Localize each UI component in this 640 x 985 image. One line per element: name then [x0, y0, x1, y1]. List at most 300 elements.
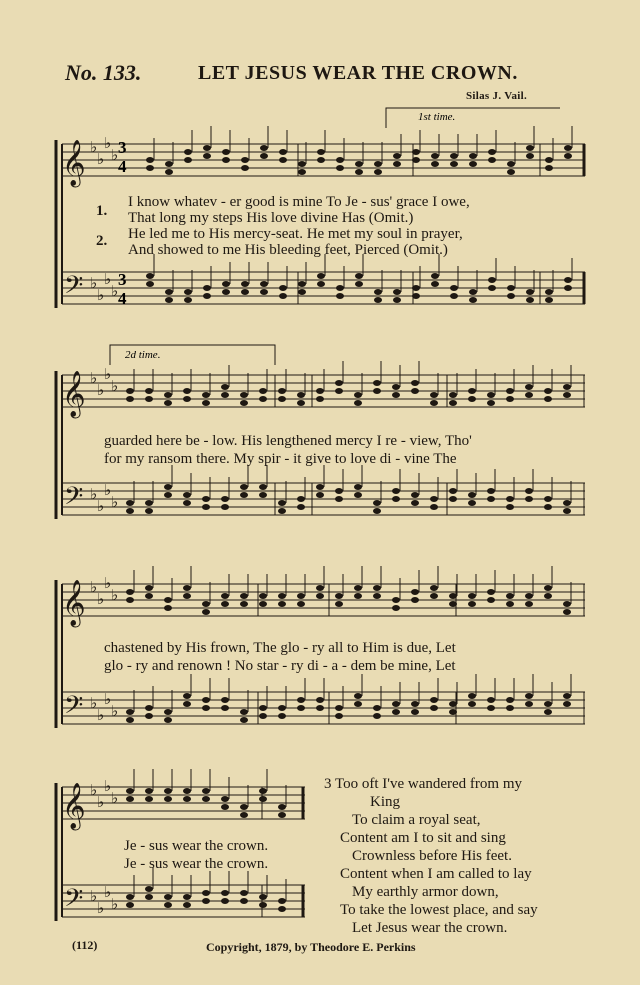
note-head — [278, 713, 286, 719]
note-head — [126, 788, 134, 794]
note-head — [373, 500, 381, 506]
note-head — [468, 701, 476, 707]
note-head — [468, 693, 476, 699]
note-head — [221, 601, 229, 607]
note-head — [392, 496, 400, 502]
note-head — [468, 396, 476, 402]
stanza3-line1: 3 Too oft I've wandered from my — [324, 776, 522, 792]
note-head — [203, 285, 211, 291]
note-head — [544, 388, 552, 394]
note-head — [221, 392, 229, 398]
flat-sign: ♭ — [90, 487, 98, 503]
lyric-s2-line2: for my ransom there. My spir - it give to love di - vine The — [104, 451, 457, 467]
note-head — [297, 496, 305, 502]
note-head — [183, 693, 191, 699]
note-head — [126, 597, 134, 603]
flat-sign: ♭ — [104, 779, 112, 795]
note-head — [430, 705, 438, 711]
note-head — [297, 601, 305, 607]
note-head — [126, 709, 134, 715]
time-sig-bottom-bass: 4 — [118, 289, 127, 308]
note-head — [412, 285, 420, 291]
note-head — [487, 589, 495, 595]
flat-sign: ♭ — [90, 889, 98, 905]
note-head — [563, 693, 571, 699]
note-head — [449, 709, 457, 715]
bass-clef: 𝄢 — [64, 483, 84, 516]
note-head — [335, 496, 343, 502]
note-head — [240, 392, 248, 398]
note-head — [354, 593, 362, 599]
note-head — [184, 149, 192, 155]
flat-sign: ♭ — [104, 692, 112, 708]
note-head — [278, 508, 286, 514]
note-head — [241, 281, 249, 287]
note-head — [449, 488, 457, 494]
flat-sign: ♭ — [97, 795, 105, 811]
note-head — [525, 593, 533, 599]
note-head — [259, 601, 267, 607]
note-head — [145, 886, 153, 892]
note-head — [449, 400, 457, 406]
note-head — [487, 597, 495, 603]
note-head — [202, 898, 210, 904]
note-head — [487, 705, 495, 711]
treble-clef: 𝄞 — [62, 783, 86, 828]
note-head — [545, 165, 553, 171]
flat-sign: ♭ — [97, 383, 105, 399]
note-head — [203, 145, 211, 151]
note-head — [240, 484, 248, 490]
note-head — [145, 796, 153, 802]
flat-sign: ♭ — [90, 783, 98, 799]
note-head — [525, 496, 533, 502]
flat-sign: ♭ — [97, 592, 105, 608]
note-head — [183, 585, 191, 591]
note-head — [506, 697, 514, 703]
note-head — [373, 585, 381, 591]
note-head — [165, 297, 173, 303]
stanza3-line3: To claim a royal seat, — [352, 812, 481, 828]
note-head — [487, 697, 495, 703]
note-head — [468, 388, 476, 394]
note-head — [221, 496, 229, 502]
note-head — [431, 281, 439, 287]
note-head — [202, 796, 210, 802]
note-head — [392, 605, 400, 611]
note-head — [221, 697, 229, 703]
note-head — [507, 285, 515, 291]
note-head — [164, 597, 172, 603]
flat-sign: ♭ — [90, 140, 98, 156]
note-head — [184, 297, 192, 303]
note-head — [278, 804, 286, 810]
note-head — [354, 392, 362, 398]
note-head — [203, 293, 211, 299]
note-head — [526, 297, 534, 303]
note-head — [259, 713, 267, 719]
note-head — [335, 601, 343, 607]
note-head — [335, 705, 343, 711]
note-head — [373, 713, 381, 719]
note-head — [316, 593, 324, 599]
stanza3-line6: Content when I am called to lay — [340, 866, 532, 882]
note-head — [297, 392, 305, 398]
note-head — [316, 705, 324, 711]
note-head — [241, 289, 249, 295]
note-head — [164, 400, 172, 406]
lyric-s1-line1: I know whatev - er good is mine To Je - sus' grace I owe, — [128, 194, 470, 210]
flat-sign: ♭ — [111, 148, 119, 164]
note-head — [544, 504, 552, 510]
note-head — [544, 701, 552, 707]
time-sig-bottom-treble: 4 — [118, 157, 127, 176]
note-head — [183, 593, 191, 599]
note-head — [506, 601, 514, 607]
note-head — [221, 890, 229, 896]
lyric-s3-line2: glo - ry and renown ! No star - ry di - a - dem be mine, Let — [104, 658, 456, 674]
note-head — [411, 492, 419, 498]
note-head — [221, 384, 229, 390]
note-head — [221, 804, 229, 810]
note-head — [221, 593, 229, 599]
note-head — [164, 709, 172, 715]
note-head — [449, 701, 457, 707]
note-head — [373, 388, 381, 394]
note-head — [563, 384, 571, 390]
note-head — [316, 484, 324, 490]
note-head — [545, 289, 553, 295]
note-head — [164, 902, 172, 908]
note-head — [412, 149, 420, 155]
note-head — [431, 273, 439, 279]
note-head — [354, 701, 362, 707]
note-head — [260, 289, 268, 295]
note-head — [145, 788, 153, 794]
flat-sign: ♭ — [90, 276, 98, 292]
note-head — [487, 488, 495, 494]
note-head — [336, 285, 344, 291]
note-head — [563, 392, 571, 398]
lyric-s1-line2: That long my steps His love divine Has (Omit.) — [128, 210, 414, 226]
note-head — [430, 593, 438, 599]
note-head — [430, 697, 438, 703]
flat-sign: ♭ — [90, 696, 98, 712]
bass-clef: 𝄢 — [64, 692, 84, 725]
note-head — [297, 504, 305, 510]
note-head — [487, 392, 495, 398]
note-head — [183, 894, 191, 900]
verse-number-2: 2. — [96, 233, 108, 249]
note-head — [202, 601, 210, 607]
note-head — [507, 169, 515, 175]
note-head — [221, 504, 229, 510]
note-head — [544, 593, 552, 599]
flat-sign: ♭ — [111, 379, 119, 395]
flat-sign: ♭ — [97, 499, 105, 515]
note-head — [354, 484, 362, 490]
page-number: (112) — [72, 938, 98, 952]
note-head — [278, 898, 286, 904]
note-head — [221, 796, 229, 802]
note-head — [202, 788, 210, 794]
note-head — [488, 149, 496, 155]
note-head — [564, 285, 572, 291]
bass-clef: 𝄢 — [64, 272, 84, 305]
flat-sign: ♭ — [111, 704, 119, 720]
note-head — [449, 601, 457, 607]
note-head — [164, 717, 172, 723]
note-head — [145, 508, 153, 514]
note-head — [526, 289, 534, 295]
note-head — [222, 281, 230, 287]
note-head — [126, 589, 134, 595]
note-head — [146, 281, 154, 287]
lyric-s4-line2: Je - sus wear the crown. — [124, 856, 269, 872]
note-head — [393, 153, 401, 159]
note-head — [336, 157, 344, 163]
note-head — [374, 169, 382, 175]
note-head — [469, 153, 477, 159]
flat-sign: ♭ — [104, 367, 112, 383]
note-head — [202, 705, 210, 711]
second-ending-label: 2d time. — [125, 349, 161, 361]
note-head — [164, 392, 172, 398]
note-head — [411, 709, 419, 715]
note-head — [468, 601, 476, 607]
note-head — [126, 796, 134, 802]
note-head — [240, 898, 248, 904]
note-head — [202, 400, 210, 406]
note-head — [430, 585, 438, 591]
note-head — [146, 157, 154, 163]
note-head — [279, 157, 287, 163]
lyric-s2-line1: guarded here be - low. His lengthened mercy I re - view, Tho' — [104, 433, 472, 449]
note-head — [298, 169, 306, 175]
note-head — [563, 701, 571, 707]
stanza3-line7: My earthly armor down, — [352, 884, 499, 900]
note-head — [240, 492, 248, 498]
note-head — [354, 400, 362, 406]
note-head — [298, 281, 306, 287]
flat-sign: ♭ — [111, 791, 119, 807]
note-head — [411, 380, 419, 386]
note-head — [506, 396, 514, 402]
note-head — [488, 157, 496, 163]
note-head — [392, 709, 400, 715]
note-head — [164, 788, 172, 794]
note-head — [430, 496, 438, 502]
note-head — [392, 488, 400, 494]
note-head — [260, 281, 268, 287]
note-head — [278, 812, 286, 818]
note-head — [316, 388, 324, 394]
note-head — [202, 890, 210, 896]
note-head — [563, 609, 571, 615]
flat-sign: ♭ — [97, 708, 105, 724]
note-head — [544, 709, 552, 715]
note-head — [259, 788, 267, 794]
note-head — [506, 388, 514, 394]
note-head — [564, 153, 572, 159]
note-head — [278, 500, 286, 506]
note-head — [411, 500, 419, 506]
note-head — [525, 384, 533, 390]
note-head — [145, 593, 153, 599]
note-head — [164, 796, 172, 802]
note-head — [374, 161, 382, 167]
note-head — [222, 149, 230, 155]
note-head — [184, 157, 192, 163]
stanza3-line8: To take the lowest place, and say — [340, 902, 538, 918]
note-head — [145, 894, 153, 900]
note-head — [336, 293, 344, 299]
note-head — [164, 484, 172, 490]
note-head — [183, 902, 191, 908]
verse-number-1: 1. — [96, 203, 108, 219]
note-head — [297, 705, 305, 711]
note-head — [145, 585, 153, 591]
copyright-line: Copyright, 1879, by Theodore E. Perkins — [206, 940, 416, 954]
lyric-s4-line1: Je - sus wear the crown. — [124, 838, 269, 854]
note-head — [202, 609, 210, 615]
note-head — [259, 796, 267, 802]
note-head — [278, 593, 286, 599]
treble-clef: 𝄞 — [62, 371, 86, 416]
note-head — [354, 693, 362, 699]
note-head — [259, 593, 267, 599]
stanza3-line2: King — [370, 794, 400, 810]
note-head — [468, 492, 476, 498]
flat-sign: ♭ — [111, 897, 119, 913]
note-head — [240, 717, 248, 723]
note-head — [506, 593, 514, 599]
note-head — [374, 289, 382, 295]
note-head — [355, 273, 363, 279]
note-head — [317, 273, 325, 279]
flat-sign: ♭ — [104, 576, 112, 592]
note-head — [525, 701, 533, 707]
note-head — [411, 597, 419, 603]
flat-sign: ♭ — [97, 288, 105, 304]
note-head — [145, 388, 153, 394]
note-head — [544, 396, 552, 402]
flat-sign: ♭ — [111, 588, 119, 604]
note-head — [317, 149, 325, 155]
note-head — [393, 289, 401, 295]
note-head — [164, 492, 172, 498]
note-head — [336, 165, 344, 171]
note-head — [203, 153, 211, 159]
note-head — [487, 496, 495, 502]
note-head — [221, 705, 229, 711]
note-head — [393, 297, 401, 303]
note-head — [183, 796, 191, 802]
note-head — [488, 285, 496, 291]
note-head — [392, 392, 400, 398]
note-head — [279, 149, 287, 155]
note-head — [431, 161, 439, 167]
note-head — [183, 701, 191, 707]
hymn-number: No. 133. — [65, 60, 142, 85]
note-head — [507, 161, 515, 167]
note-head — [259, 492, 267, 498]
note-head — [431, 153, 439, 159]
note-head — [525, 601, 533, 607]
note-head — [563, 508, 571, 514]
note-head — [202, 496, 210, 502]
note-head — [544, 585, 552, 591]
note-head — [316, 492, 324, 498]
note-head — [126, 717, 134, 723]
note-head — [241, 165, 249, 171]
note-head — [374, 297, 382, 303]
time-sig-top-treble: 3 — [118, 138, 127, 157]
note-head — [392, 701, 400, 707]
note-head — [449, 593, 457, 599]
note-head — [222, 157, 230, 163]
flat-sign: ♭ — [97, 152, 105, 168]
flat-sign: ♭ — [104, 272, 112, 288]
note-head — [545, 157, 553, 163]
note-head — [240, 593, 248, 599]
note-head — [507, 293, 515, 299]
note-head — [126, 894, 134, 900]
note-head — [165, 289, 173, 295]
note-head — [450, 285, 458, 291]
note-head — [373, 380, 381, 386]
note-head — [316, 585, 324, 591]
note-head — [146, 273, 154, 279]
note-head — [411, 701, 419, 707]
note-head — [240, 601, 248, 607]
note-head — [430, 504, 438, 510]
note-head — [297, 400, 305, 406]
note-head — [278, 396, 286, 402]
composer-credit: Silas J. Vail. — [466, 90, 528, 102]
lyric-s1-line3: He led me to His mercy-seat. He met my soul in prayer, — [128, 226, 463, 242]
note-head — [278, 388, 286, 394]
note-head — [450, 153, 458, 159]
flat-sign: ♭ — [90, 371, 98, 387]
note-head — [260, 145, 268, 151]
note-head — [146, 165, 154, 171]
note-head — [164, 605, 172, 611]
note-head — [316, 396, 324, 402]
note-head — [564, 277, 572, 283]
note-head — [259, 396, 267, 402]
note-head — [355, 169, 363, 175]
note-head — [240, 709, 248, 715]
note-head — [355, 281, 363, 287]
note-head — [373, 593, 381, 599]
note-head — [335, 713, 343, 719]
note-head — [335, 380, 343, 386]
note-head — [278, 906, 286, 912]
note-head — [183, 388, 191, 394]
lyric-s1-line4: And showed to me His bleeding feet, Pierced (Omit.) — [128, 242, 448, 258]
stanza3-line4: Content am I to sit and sing — [340, 830, 506, 846]
note-head — [126, 902, 134, 908]
flat-sign: ♭ — [90, 580, 98, 596]
note-head — [335, 593, 343, 599]
note-head — [240, 812, 248, 818]
note-head — [202, 504, 210, 510]
flat-sign: ♭ — [97, 901, 105, 917]
note-head — [354, 585, 362, 591]
note-head — [563, 500, 571, 506]
note-head — [544, 496, 552, 502]
